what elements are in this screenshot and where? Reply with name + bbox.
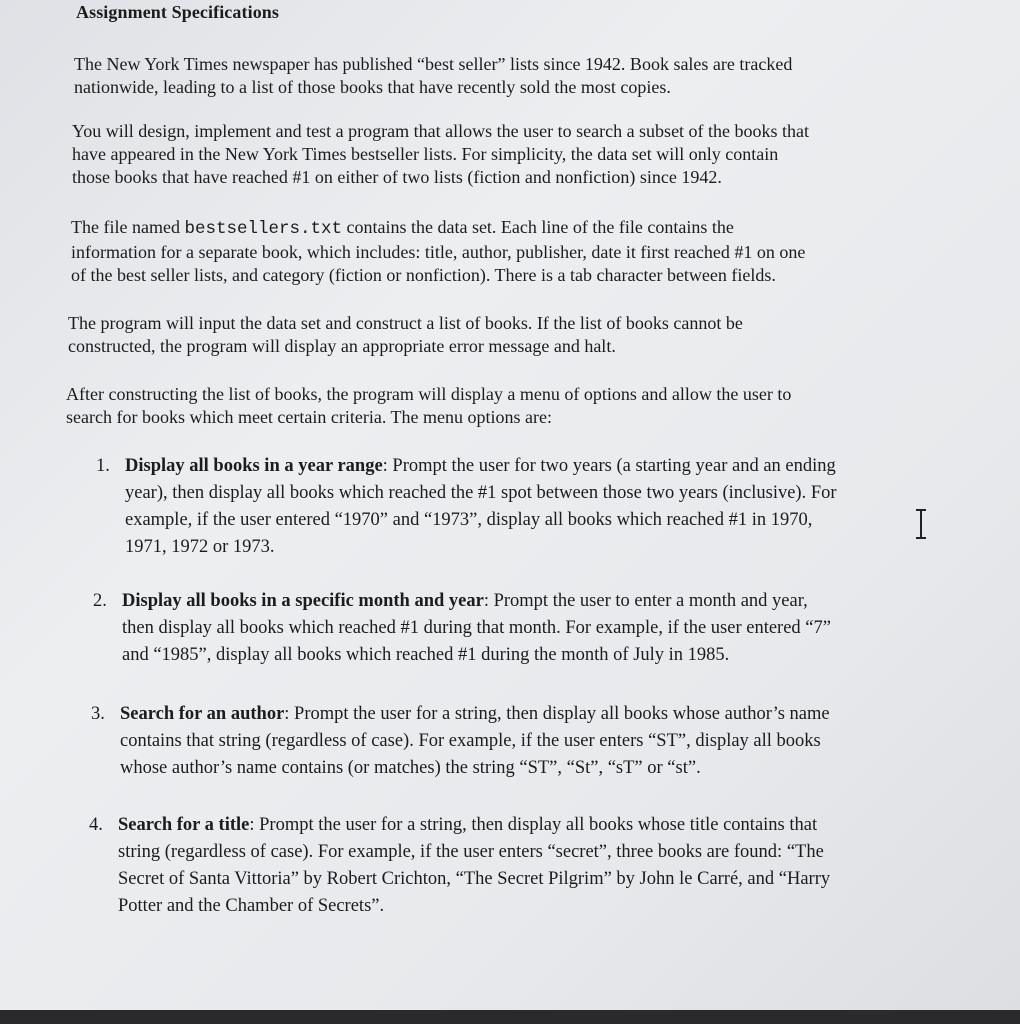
list-number: 4. xyxy=(89,815,103,835)
option-title: Display all books in a specific month and year xyxy=(122,591,484,611)
paragraph-design xyxy=(72,120,809,189)
text-line: have appeared in the New York Times bestseller lists. For simplicity, the data set will only contain xyxy=(72,144,779,164)
list-number: 3. xyxy=(91,704,105,724)
text-cursor-icon xyxy=(913,508,929,540)
menu-option-3 xyxy=(91,701,951,785)
paragraph-input xyxy=(68,312,743,358)
text-line: string (regardless of case). For example, if the user enters “secret”, three books are found: “The xyxy=(118,842,824,862)
text-line: search for books which meet certain criteria. The menu options are: xyxy=(66,407,552,427)
paragraph-menu-intro xyxy=(66,383,791,429)
text-line: nationwide, leading to a list of those books that have recently sold the most copies. xyxy=(74,77,671,97)
option-title: Search for an author xyxy=(120,704,285,724)
list-item-body xyxy=(118,812,830,920)
text-line: of the best seller lists, and category (fiction or nonfiction). There is a tab character between fields. xyxy=(71,265,776,285)
option-title: Display all books in a year range xyxy=(125,456,383,476)
text-line: constructed, the program will display an appropriate error message and halt. xyxy=(68,336,616,356)
text-line: those books that have reached #1 on either of two lists (fiction and nonfiction) since 1942. xyxy=(72,167,722,187)
text-line: information for a separate book, which includes: title, author, publisher, date it first reached #1 on one xyxy=(71,242,806,262)
text-line: Search for a title: Prompt the user for a string, then display all books whose title contains that xyxy=(118,815,818,835)
text-line: example, if the user entered “1970” and “1973”, display all books which reached #1 in 1970, xyxy=(125,510,813,530)
text-line: The program will input the data set and construct a list of books. If the list of books cannot be xyxy=(68,313,743,333)
text-line: contains that string (regardless of case). For example, if the user enters “ST”, display all books xyxy=(120,731,821,751)
text-line: year), then display all books which reached the #1 spot between those two years (inclusive). For xyxy=(125,483,837,503)
text-line: Secret of Santa Vittoria” by Robert Crichton, “The Secret Pilgrim” by John le Carré, and “Harry xyxy=(118,869,831,889)
list-item-body xyxy=(125,453,837,561)
text-line: Display all books in a specific month and year: Prompt the user to enter a month and year, xyxy=(122,591,808,611)
text-line: You will design, implement and test a program that allows the user to search a subset of the books that xyxy=(72,121,810,141)
text-line: The file named bestsellers.txt contains the data set. Each line of the file contains the xyxy=(71,217,734,239)
text-line: then display all books which reached #1 during that month. For example, if the user entered “7” xyxy=(122,618,831,638)
menu-option-1 xyxy=(96,453,956,565)
text-line: Potter and the Chamber of Secrets”. xyxy=(118,896,385,916)
list-number: 2. xyxy=(93,591,107,611)
section-heading: Assignment Specifications xyxy=(76,2,280,22)
list-item-body xyxy=(122,588,831,669)
text-line: 1971, 1972 or 1973. xyxy=(125,537,275,557)
text-line: The New York Times newspaper has published “best seller” lists since 1942. Book sales are tracked xyxy=(74,54,793,74)
list-number: 1. xyxy=(96,456,110,476)
text-line: whose author’s name contains (or matches) the string “ST”, “St”, “sT” or “st”. xyxy=(120,758,701,778)
text-line: and “1985”, display all books which reached #1 during the month of July in 1985. xyxy=(122,645,730,665)
option-title: Search for a title xyxy=(118,815,250,835)
screen-bezel xyxy=(0,1010,1020,1024)
paragraph-intro xyxy=(74,53,792,99)
list-item-body xyxy=(120,701,830,782)
filename-code: bestsellers.txt xyxy=(184,219,342,239)
text-line: Display all books in a year range: Prompt the user for two years (a starting year and an ending xyxy=(125,456,836,476)
text-line: Search for an author: Prompt the user for a string, then display all books whose author’s name xyxy=(120,704,830,724)
menu-option-4 xyxy=(89,812,959,924)
menu-option-2 xyxy=(93,588,953,672)
text-line: After constructing the list of books, the program will display a menu of options and allow the user to xyxy=(66,384,792,404)
paragraph-file xyxy=(71,216,805,287)
